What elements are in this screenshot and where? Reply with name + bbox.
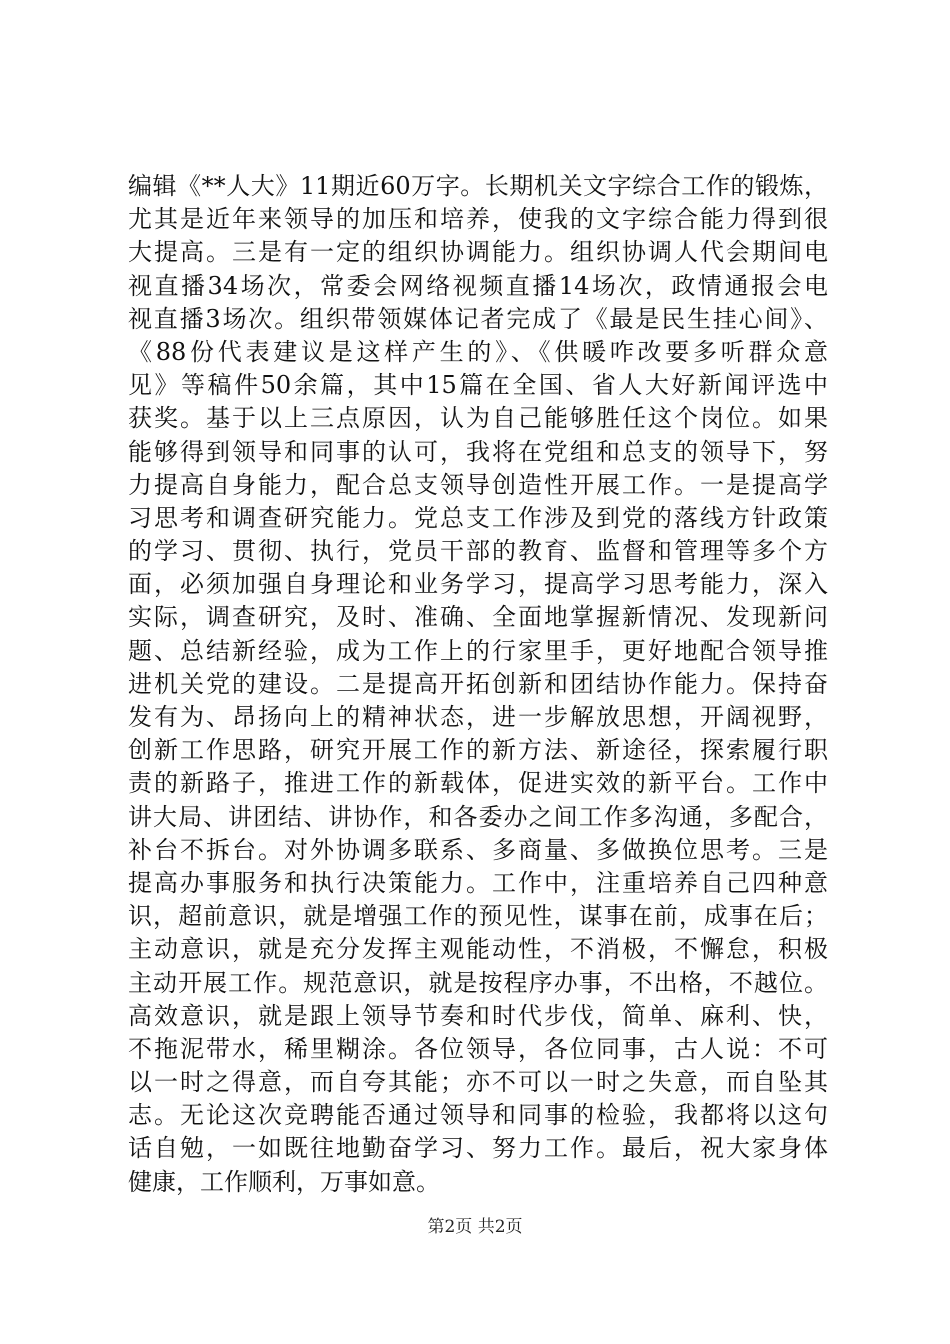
text-line: 视直播3场次。组织带领媒体记者完成了《最是民生挂心间》、 bbox=[128, 304, 828, 333]
text-line: 尤其是近年来领导的加压和培养，使我的文字综合能力得到很 bbox=[128, 205, 828, 234]
text-line: 健康，工作顺利，万事如意。 bbox=[128, 1167, 440, 1196]
text-line: 力提高自身能力，配合总支领导创造性开展工作。一是提高学 bbox=[128, 470, 828, 499]
text-line: 创新工作思路，研究开展工作的新方法、新途径，探索履行职 bbox=[128, 736, 828, 765]
text-line: 补台不拆台。对外协调多联系、多商量、多做换位思考。三是 bbox=[128, 835, 828, 864]
text-line: 志。无论这次竞聘能否通过领导和同事的检验，我都将以这句 bbox=[128, 1101, 828, 1130]
text-line: 《88份代表建议是这样产生的》、《供暖咋改要多听群众意 bbox=[128, 337, 828, 366]
page-footer: 第2页 共2页 bbox=[427, 1217, 523, 1237]
text-line: 实际，调查研究，及时、准确、全面地掌握新情况、发现新问 bbox=[128, 603, 828, 632]
text-line: 主动意识，就是充分发挥主观能动性，不消极，不懈怠，积极 bbox=[128, 935, 828, 964]
text-line: 题、总结新经验，成为工作上的行家里手，更好地配合领导推 bbox=[128, 636, 828, 665]
text-line: 获奖。基于以上三点原因，认为自己能够胜任这个岗位。如果 bbox=[128, 404, 828, 433]
text-line: 主动开展工作。规范意识，就是按程序办事，不出格，不越位。 bbox=[128, 968, 828, 997]
body-paragraph bbox=[128, 170, 828, 1199]
text-line: 责的新路子，推进工作的新载体，促进实效的新平台。工作中 bbox=[128, 769, 828, 798]
text-line: 识，超前意识，就是增强工作的预见性，谋事在前，成事在后； bbox=[128, 902, 828, 931]
text-line: 高效意识，就是跟上领导节奏和时代步伐，简单、麻利、快， bbox=[128, 1001, 828, 1030]
text-line: 发有为、昂扬向上的精神状态，进一步解放思想，开阔视野， bbox=[128, 703, 828, 731]
text-line: 面，必须加强自身理论和业务学习，提高学习思考能力，深入 bbox=[128, 570, 828, 599]
text-line: 的学习、贯彻、执行，党员干部的教育、监督和管理等多个方 bbox=[128, 537, 828, 566]
text-line: 见》等稿件50余篇，其中15篇在全国、省人大好新闻评选中 bbox=[128, 371, 828, 400]
text-line: 编辑《**人大》11期近60万字。长期机关文字综合工作的锻炼， bbox=[128, 172, 828, 200]
text-line: 视直播34场次，常委会网络视频直播14场次，政情通报会电 bbox=[128, 271, 828, 300]
text-line: 大提高。三是有一定的组织协调能力。组织协调人代会期间电 bbox=[128, 238, 828, 267]
text-line: 话自勉，一如既往地勤奋学习、努力工作。最后，祝大家身体 bbox=[128, 1134, 828, 1163]
text-line: 进机关党的建设。二是提高开拓创新和团结协作能力。保持奋 bbox=[128, 669, 828, 698]
text-line: 以一时之得意，而自夸其能；亦不可以一时之失意，而自坠其 bbox=[128, 1068, 828, 1097]
text-line: 讲大局、讲团结、讲协作，和各委办之间工作多沟通，多配合， bbox=[128, 802, 828, 831]
text-line: 提高办事服务和执行决策能力。工作中，注重培养自己四种意 bbox=[128, 868, 828, 897]
text-line: 不拖泥带水，稀里糊涂。各位领导，各位同事，古人说：不可 bbox=[128, 1034, 828, 1063]
text-line: 习思考和调查研究能力。党总支工作涉及到党的落线方针政策 bbox=[128, 503, 828, 532]
text-line: 能够得到领导和同事的认可，我将在党组和总支的领导下，努 bbox=[128, 437, 828, 466]
